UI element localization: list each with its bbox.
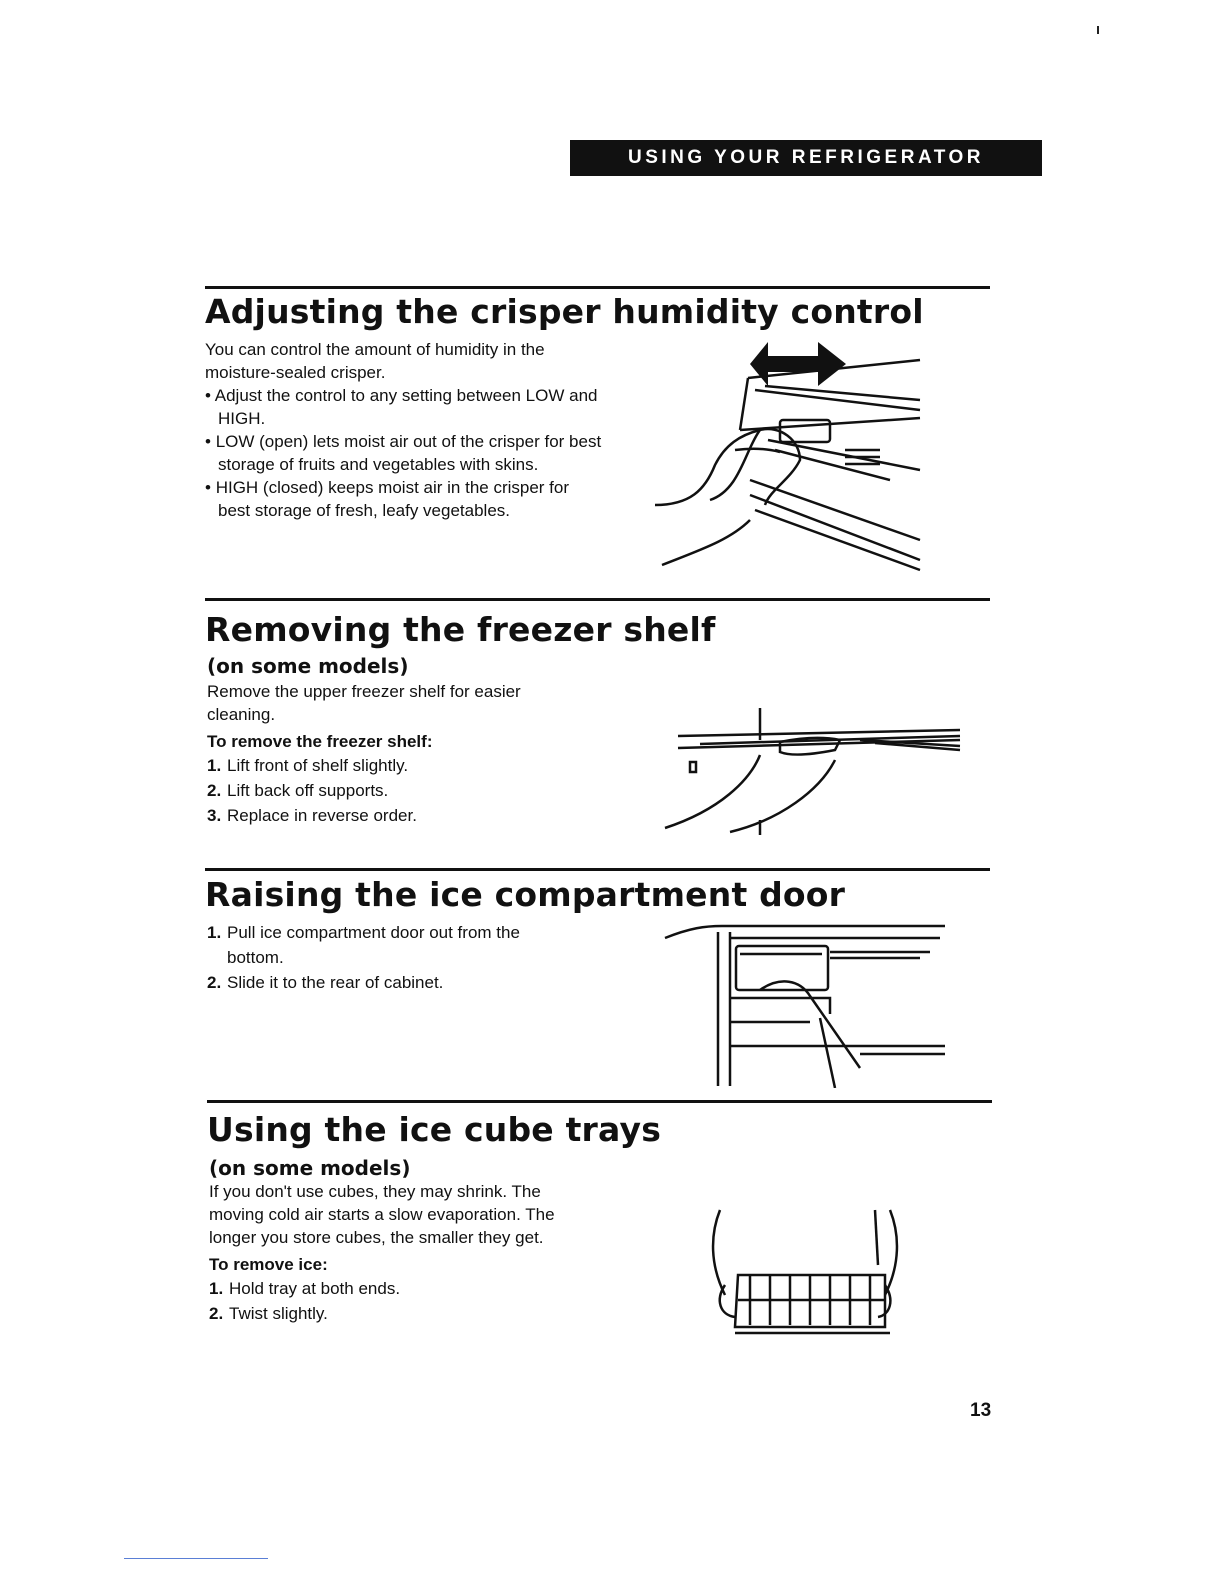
- list-item: • Adjust the control to any setting between LOW and HIGH.: [205, 386, 598, 428]
- freezer-intro: Remove the upper freezer shelf for easier cleaning.: [207, 682, 521, 724]
- ice-tray-illustration: [700, 1205, 915, 1345]
- crisper-text: [205, 338, 605, 522]
- list-item: • LOW (open) lets moist air out of the crisper for best storage of fruits and vegetables with skins.: [205, 432, 602, 474]
- ice-door-heading: Raising the ice compartment door: [205, 875, 846, 914]
- section-rule: [207, 1100, 992, 1103]
- freezer-heading: Removing the freezer shelf: [205, 610, 716, 649]
- ice-trays-intro: If you don't use cubes, they may shrink. The moving cold air starts a slow evaporation. The longer you store cubes, the smaller they get.: [209, 1182, 555, 1247]
- crisper-heading: Adjusting the crisper humidity control: [205, 292, 924, 331]
- freezer-shelf-illustration: [660, 700, 970, 840]
- list-item: 2. Twist slightly.: [209, 1304, 328, 1323]
- list-item: 1. Lift front of shelf slightly.: [207, 756, 409, 775]
- ice-trays-steps-label: To remove ice:: [209, 1255, 328, 1274]
- list-item: • HIGH (closed) keeps moist air in the crisper for best storage of fresh, leafy vegetables.: [205, 478, 570, 520]
- list-item: 1. Pull ice compartment door out from the bottom.: [207, 923, 520, 967]
- freezer-steps-label: To remove the freezer shelf:: [207, 732, 433, 751]
- section-rule: [205, 598, 990, 601]
- ice-trays-subtitle: (on some models): [209, 1156, 411, 1180]
- section-rule: [205, 868, 990, 871]
- list-item: 2. Slide it to the rear of cabinet.: [207, 973, 444, 992]
- section-banner: USING YOUR REFRIGERATOR: [570, 140, 1042, 176]
- ice-door-illustration: [660, 918, 950, 1088]
- page-number: 13: [970, 1400, 992, 1421]
- ice-trays-heading: Using the ice cube trays: [207, 1110, 662, 1149]
- freezer-subtitle: (on some models): [207, 654, 409, 678]
- section-rule: [205, 286, 990, 289]
- scan-mark: [1097, 26, 1099, 34]
- list-item: 2. Lift back off supports.: [207, 781, 389, 800]
- freezer-text: [207, 680, 577, 828]
- list-item: 3. Replace in reverse order.: [207, 806, 417, 825]
- list-item: 1. Hold tray at both ends.: [209, 1279, 401, 1298]
- ice-trays-text: [209, 1180, 599, 1326]
- ice-door-text: [207, 920, 567, 995]
- footer-line: [124, 1558, 268, 1559]
- crisper-intro: You can control the amount of humidity in the moisture-sealed crisper.: [205, 340, 545, 382]
- crisper-control-illustration: [650, 330, 930, 575]
